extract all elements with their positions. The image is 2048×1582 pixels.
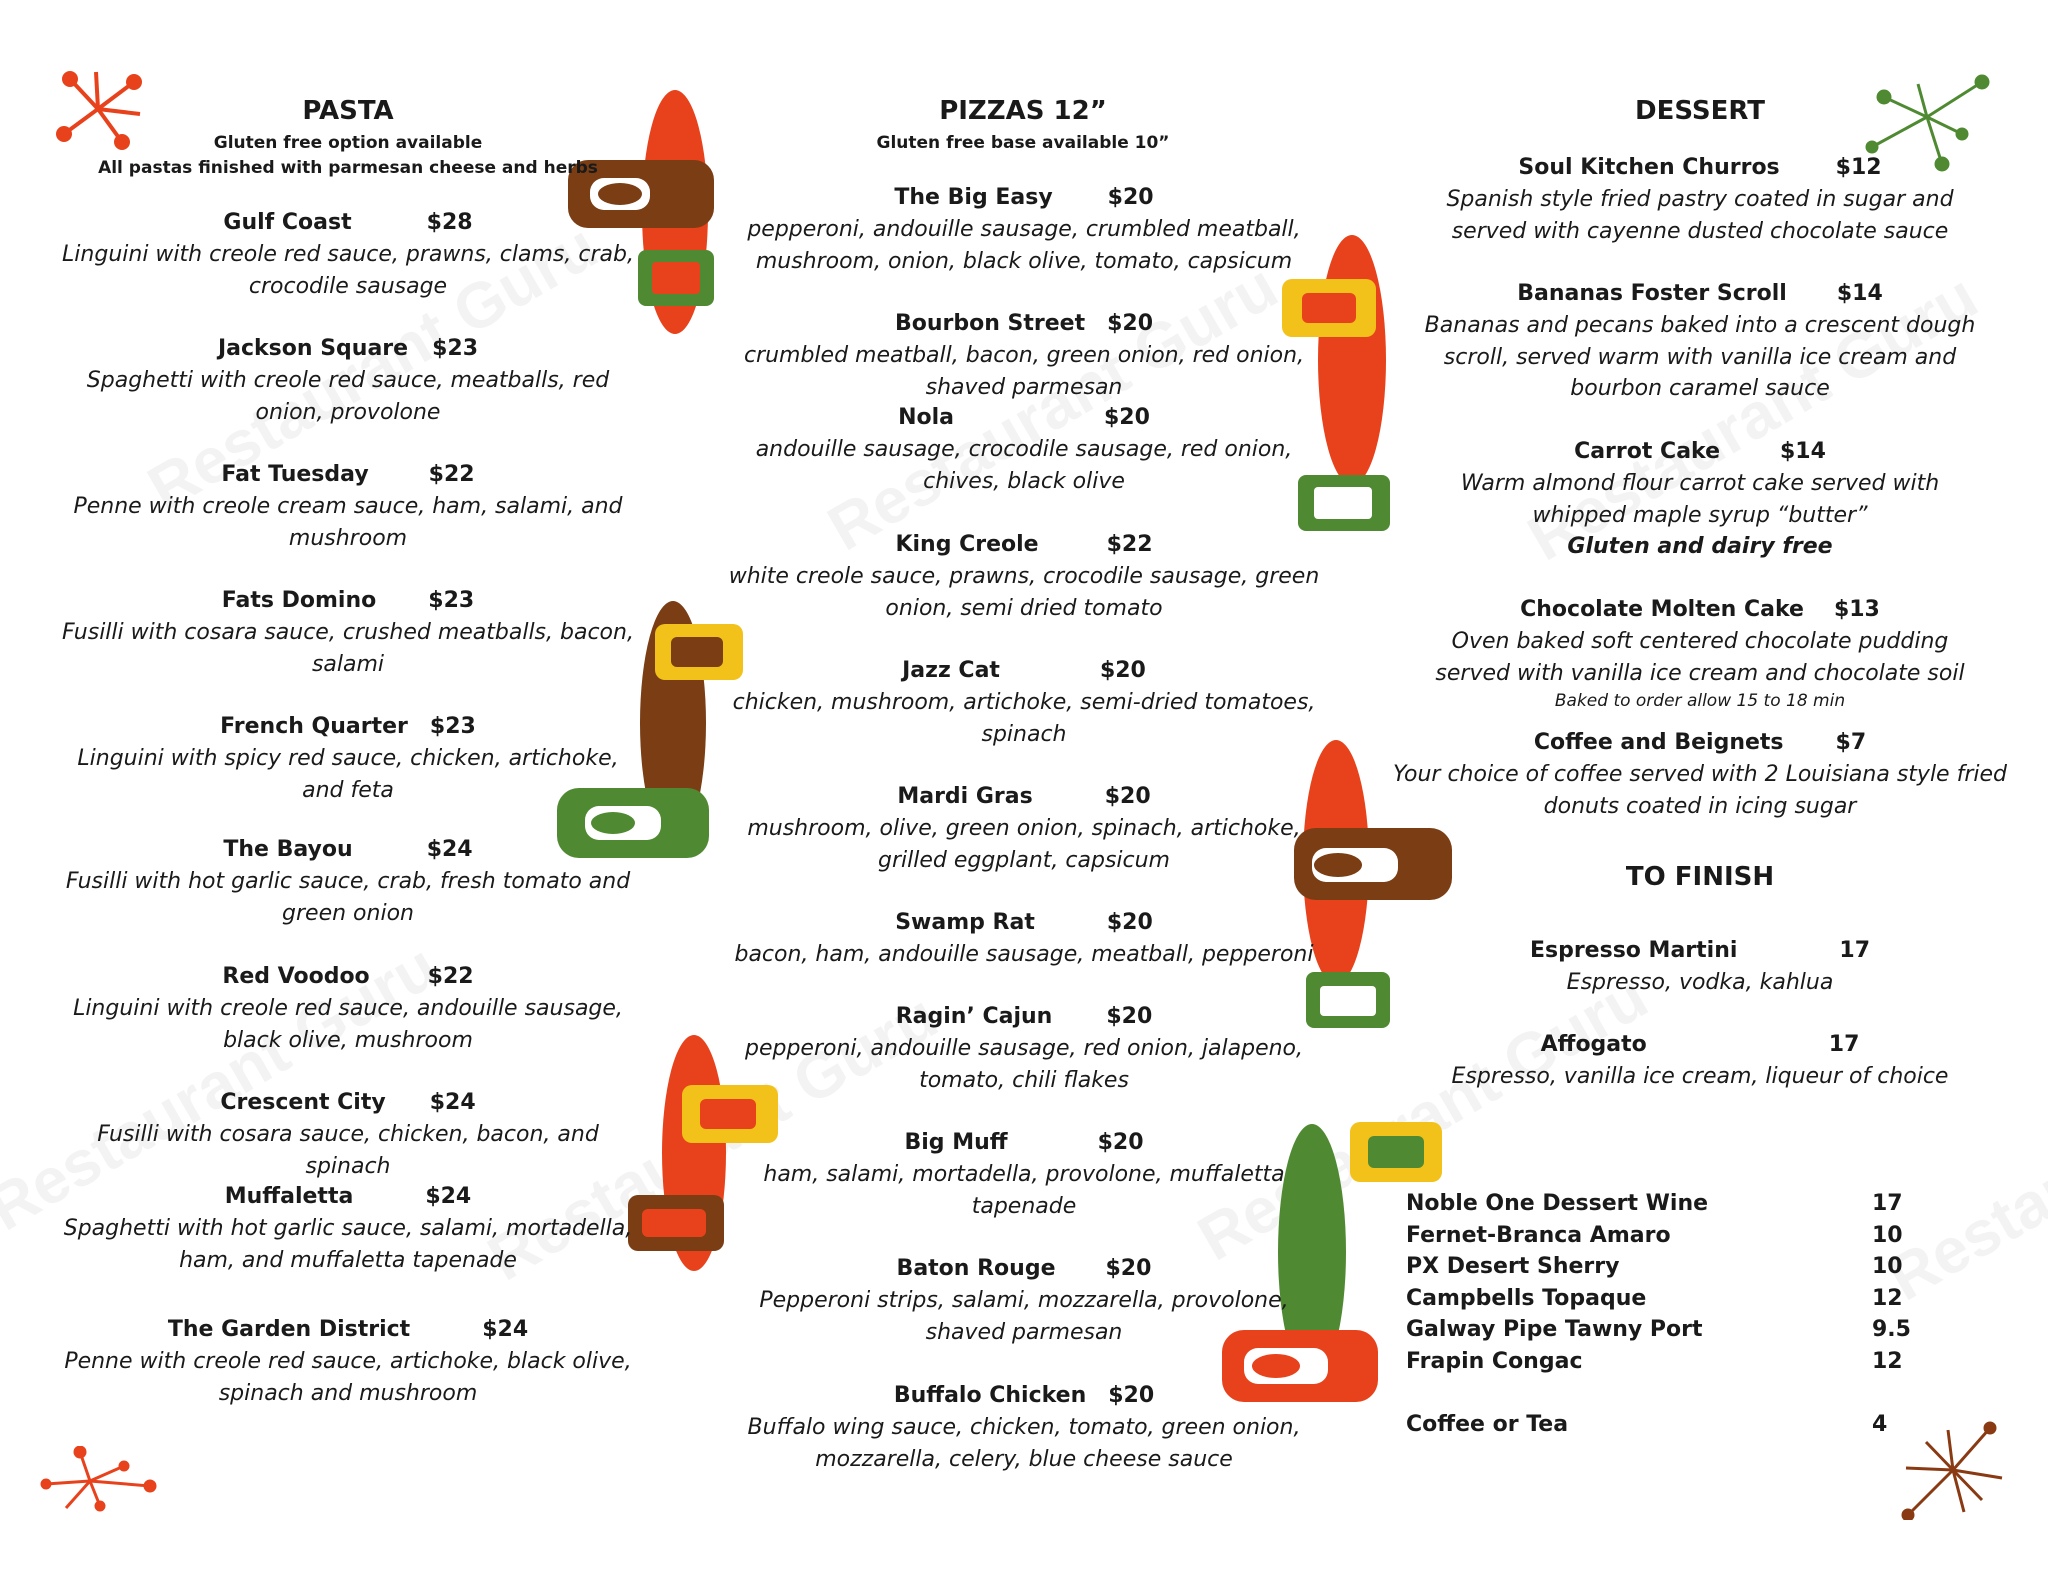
drink-name: Noble One Dessert Wine	[1406, 1191, 1709, 1216]
starburst-red-icon	[50, 64, 150, 154]
item-description: Warm almond flour carrot cake served with whipped maple syrup “butter”	[1460, 471, 1940, 528]
item-name: Carrot Cake	[1574, 439, 1720, 464]
item-price: $20	[1106, 1004, 1153, 1029]
drink-name: Campbells Topaque	[1406, 1286, 1647, 1311]
item-price: $13	[1833, 597, 1880, 622]
item-description: Espresso, vodka, kahlua	[1566, 970, 1834, 995]
item-price: $24	[425, 1184, 472, 1209]
pizzas-title: PIZZAS 12”	[939, 96, 1107, 126]
item-price: $24	[426, 837, 473, 862]
item-name: Affogato	[1540, 1032, 1647, 1057]
item-name: Jazz Cat	[902, 658, 1000, 683]
item-price: $14	[1836, 281, 1883, 306]
item-price: $20	[1099, 658, 1146, 683]
item-name: Chocolate Molten Cake	[1520, 597, 1804, 622]
drink-name: PX Desert Sherry	[1406, 1254, 1620, 1279]
item-description: pepperoni, andouille sausage, red onion, jalapeno, tomato, chili flakes	[744, 1036, 1303, 1093]
item-name: Nola	[898, 405, 954, 430]
menu-item	[724, 1001, 1324, 1096]
item-name: Baton Rouge	[896, 1256, 1056, 1281]
menu-item	[58, 961, 638, 1056]
menu-item	[58, 459, 638, 554]
drink-price: 12	[1872, 1349, 1903, 1374]
menu-item	[724, 907, 1324, 971]
drink-name: Coffee or Tea	[1406, 1412, 1569, 1437]
item-price: $23	[428, 588, 475, 613]
menu-item	[58, 585, 638, 680]
item-name: The Garden District	[167, 1317, 411, 1342]
item-description: Spanish style fried pastry coated in sugar and served with cayenne dusted chocolate sauce	[1446, 187, 1954, 244]
drink-price: 10	[1872, 1254, 1903, 1279]
item-price: $14	[1780, 439, 1826, 464]
item-description: Fusilli with cosara sauce, chicken, bacon, and spinach	[97, 1122, 599, 1179]
item-price: $23	[432, 336, 479, 361]
drink-price: 10	[1872, 1223, 1903, 1248]
item-name: Big Muff	[904, 1130, 1008, 1155]
item-name: Crescent City	[220, 1090, 386, 1115]
item-name: Red Voodoo	[222, 964, 370, 989]
item-name: Gulf Coast	[223, 210, 352, 235]
item-price: $24	[482, 1317, 529, 1342]
item-note: Baked to order allow 15 to 18 min	[1554, 691, 1846, 711]
item-description: Linguini with spicy red sauce, chicken, artichoke, and feta	[77, 746, 619, 803]
menu-item	[724, 1253, 1324, 1348]
item-description: chicken, mushroom, artichoke, semi-dried tomatoes, spinach	[732, 690, 1316, 747]
item-price: $20	[1106, 910, 1153, 935]
starburst-brown-icon	[1898, 1420, 2008, 1520]
menu-item	[724, 781, 1324, 876]
dietary-note: Gluten and dairy free	[1567, 534, 1833, 559]
item-description: Penne with creole red sauce, artichoke, black olive, spinach and mushroom	[64, 1349, 632, 1406]
item-description: Spaghetti with hot garlic sauce, salami, mortadella, ham, and muffaletta tapenade	[63, 1216, 633, 1273]
item-price: $24	[429, 1090, 476, 1115]
menu-item	[724, 529, 1324, 624]
menu-item	[724, 402, 1324, 497]
menu-item	[1390, 436, 2010, 563]
item-description: Penne with creole cream sauce, ham, salami, and mushroom	[73, 494, 623, 551]
item-description: bacon, ham, andouille sausage, meatball, pepperoni	[734, 942, 1314, 967]
item-description: Bananas and pecans baked into a crescent dough scroll, served warm with vanilla ice cream and bourbon caramel sauce	[1424, 313, 1976, 401]
menu-item	[58, 1181, 638, 1276]
item-name: Buffalo Chicken	[893, 1383, 1087, 1408]
menu-item	[724, 1380, 1324, 1475]
item-price: $20	[1105, 1256, 1152, 1281]
item-price: $20	[1107, 311, 1154, 336]
item-name: The Big Easy	[894, 185, 1053, 210]
item-description: andouille sausage, crocodile sausage, red onion, chives, black olive	[755, 437, 1293, 494]
item-name: Fats Domino	[221, 588, 377, 613]
item-name: Muffaletta	[224, 1184, 354, 1209]
drink-name: Galway Pipe Tawny Port	[1406, 1317, 1703, 1342]
item-price: $28	[426, 210, 473, 235]
pasta-note: All pastas finished with parmesan cheese and herbs	[98, 158, 598, 178]
item-description: Pepperoni strips, salami, mozzarella, provolone, shaved parmesan	[759, 1288, 1289, 1345]
drink-price: 17	[1872, 1191, 1903, 1216]
drink-price: 4	[1872, 1412, 1888, 1437]
item-name: The Bayou	[223, 837, 353, 862]
item-price: $20	[1097, 1130, 1144, 1155]
item-price: $20	[1107, 185, 1154, 210]
menu-item	[1390, 278, 2010, 405]
menu-item	[58, 207, 638, 302]
item-name: Fat Tuesday	[221, 462, 369, 487]
item-name: Ragin’ Cajun	[895, 1004, 1053, 1029]
menu-item	[58, 711, 638, 806]
item-name: French Quarter	[220, 714, 408, 739]
item-name: Espresso Martini	[1529, 938, 1738, 963]
menu-item	[58, 333, 638, 428]
to-finish-title: TO FINISH	[1625, 862, 1775, 892]
menu-item	[1390, 727, 2010, 822]
item-price: $20	[1104, 784, 1151, 809]
item-description: pepperoni, andouille sausage, crumbled meatball, mushroom, onion, black olive, tomato, capsicum	[747, 217, 1301, 274]
item-price: $23	[429, 714, 476, 739]
menu-item	[58, 1314, 638, 1409]
drink-name: Fernet-Branca Amaro	[1406, 1223, 1671, 1248]
item-name: Mardi Gras	[897, 784, 1033, 809]
item-description: Fusilli with cosara sauce, crushed meatballs, bacon, salami	[62, 620, 634, 677]
item-name: Coffee and Beignets	[1533, 730, 1784, 755]
menu-item	[1390, 935, 2010, 999]
item-description: crumbled meatball, bacon, green onion, red onion, shaved parmesan	[743, 343, 1305, 400]
item-description: Oven baked soft centered chocolate pudding served with vanilla ice cream and chocolate soil	[1435, 629, 1965, 686]
item-price: $22	[428, 462, 475, 487]
item-description: Fusilli with hot garlic sauce, crab, fresh tomato and green onion	[65, 869, 631, 926]
item-name: Bourbon Street	[894, 311, 1086, 336]
menu-item	[1390, 152, 2010, 247]
item-description: Buffalo wing sauce, chicken, tomato, green onion, mozzarella, celery, blue cheese sauce	[747, 1415, 1301, 1472]
item-price: $20	[1108, 1383, 1155, 1408]
item-price: 17	[1839, 938, 1871, 963]
item-price: $20	[1103, 405, 1150, 430]
menu-item	[1390, 594, 2010, 713]
item-price: $7	[1835, 730, 1867, 755]
item-name: King Creole	[895, 532, 1039, 557]
menu-item	[58, 1087, 638, 1182]
pasta-note: Gluten free option available	[213, 133, 483, 153]
menu-item	[58, 834, 638, 929]
menu-item	[724, 308, 1324, 403]
item-description: mushroom, olive, green onion, spinach, artichoke, grilled eggplant, capsicum	[747, 816, 1301, 873]
item-description: Your choice of coffee served with 2 Louisiana style fried donuts coated in icing sugar	[1392, 762, 2007, 819]
starburst-orange-icon	[40, 1446, 160, 1516]
item-name: Bananas Foster Scroll	[1517, 281, 1787, 306]
drink-name: Frapin Congac	[1406, 1349, 1583, 1374]
item-description: Linguini with creole red sauce, prawns, clams, crab, crocodile sausage	[62, 242, 634, 299]
item-price: 17	[1828, 1032, 1860, 1057]
item-price: $22	[427, 964, 474, 989]
item-price: $22	[1106, 532, 1153, 557]
item-description: Linguini with creole red sauce, andouille sausage, black olive, mushroom	[73, 996, 623, 1053]
item-name: Jackson Square	[217, 336, 409, 361]
menu-item	[724, 655, 1324, 750]
item-name: Soul Kitchen Churros	[1518, 155, 1780, 180]
item-price: $12	[1835, 155, 1882, 180]
item-description: Espresso, vanilla ice cream, liqueur of choice	[1451, 1064, 1949, 1089]
menu-item	[724, 1127, 1324, 1222]
pizzas-note: Gluten free base available 10”	[876, 133, 1170, 153]
item-name: Swamp Rat	[895, 910, 1035, 935]
pasta-title: PASTA	[302, 96, 394, 126]
menu-item	[1390, 1029, 2010, 1093]
drink-price: 9.5	[1872, 1317, 1911, 1342]
item-description: ham, salami, mortadella, provolone, muffaletta tapenade	[763, 1162, 1285, 1219]
drink-price: 12	[1872, 1286, 1903, 1311]
item-description: Spaghetti with creole red sauce, meatballs, red onion, provolone	[86, 368, 610, 425]
item-description: white creole sauce, prawns, crocodile sausage, green onion, semi dried tomato	[728, 564, 1320, 621]
menu-item	[724, 182, 1324, 277]
dessert-title: DESSERT	[1635, 96, 1765, 126]
